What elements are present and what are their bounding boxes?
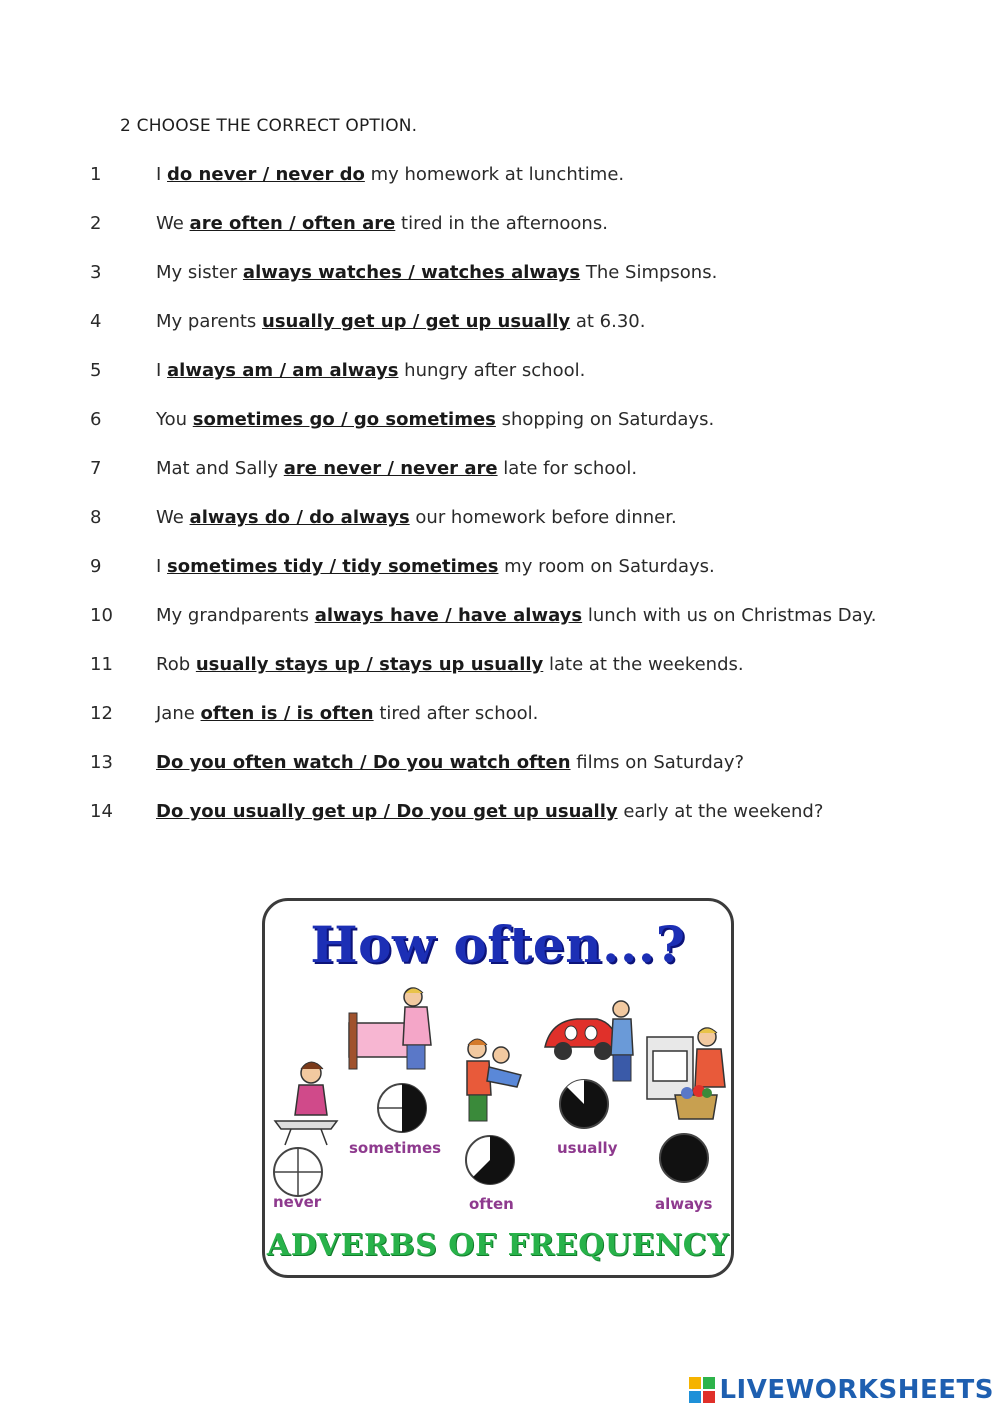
label-never: never [273,1193,322,1211]
exercise-item [90,748,970,797]
answer-options[interactable]: always have / have always [314,605,583,626]
item-number: 9 [90,556,102,577]
item-number: 14 [90,801,113,822]
label-usually: usually [557,1139,618,1157]
exercise-item [90,552,970,601]
item-sentence [156,748,744,778]
label-often: often [469,1195,514,1213]
figure-washing-car [541,997,637,1087]
answer-options[interactable]: always am / am always [167,360,399,381]
brand-name: LIVEWORKSHEETS [719,1375,994,1405]
item-number: 8 [90,507,102,528]
item-number: 6 [90,409,102,430]
pie-often-icon [463,1133,517,1187]
item-number: 5 [90,360,102,381]
exercise-item [90,356,970,405]
item-number: 4 [90,311,102,332]
sentence-start: Rob [156,654,196,675]
answer-options[interactable]: sometimes go / go sometimes [192,409,496,430]
sentence-end: early at the weekend? [617,801,824,822]
item-number: 13 [90,752,113,773]
sentence-end: tired after school. [373,703,539,724]
answer-options[interactable]: always do / do always [189,507,410,528]
sentence-end: late for school. [497,458,638,479]
item-sentence [156,650,744,680]
item-sentence [156,601,876,631]
answer-options[interactable]: sometimes tidy / tidy sometimes [167,556,499,577]
item-sentence [156,160,624,190]
sentence-end: my room on Saturdays. [498,556,715,577]
item-sentence [156,209,608,239]
item-number: 2 [90,213,102,234]
sentence-end: hungry after school. [398,360,586,381]
figure-carrying-child [455,1031,535,1131]
answer-options[interactable]: often is / is often [200,703,374,724]
answer-options[interactable]: usually get up / get up usually [262,311,571,332]
sentence-end: The Simpsons. [580,262,718,283]
item-sentence [156,258,717,288]
item-number: 1 [90,164,102,185]
exercise-item [90,454,970,503]
item-number: 7 [90,458,102,479]
exercise-item [90,699,970,748]
liveworksheets-logo-icon [689,1377,715,1403]
exercise-item [90,307,970,356]
sentence-start: I [156,360,168,381]
liveworksheets-brand [689,1375,994,1405]
sentence-end: late at the weekends. [543,654,744,675]
sentence-start: We [156,213,190,234]
answer-options[interactable]: do never / never do [167,164,365,185]
sentence-start: I [156,164,168,185]
label-sometimes: sometimes [349,1139,442,1157]
exercise-item [90,797,970,846]
sentence-end: lunch with us on Christmas Day. [582,605,877,626]
exercise-item [90,160,970,209]
pie-always-icon [657,1131,711,1185]
sentence-start: We [156,507,190,528]
sentence-end: my homework at lunchtime. [364,164,625,185]
exercise-item [90,503,970,552]
sentence-start: Mat and Sally [156,458,284,479]
answer-options[interactable]: Do you usually get up / Do you get up usually [156,801,618,822]
sentence-start: My grandparents [156,605,315,626]
sentence-end: films on Saturday? [570,752,745,773]
item-sentence [156,797,823,827]
poster-title: How often...? [310,915,686,974]
answer-options[interactable]: are never / never are [283,458,498,479]
item-sentence [156,405,714,435]
sentence-end: shopping on Saturdays. [495,409,715,430]
exercise-list [90,160,970,846]
item-sentence [156,356,585,386]
item-number: 12 [90,703,113,724]
sentence-start: Jane [156,703,201,724]
sentence-end: tired in the afternoons. [395,213,608,234]
pie-sometimes-icon [375,1081,429,1135]
sentence-start: I [156,556,168,577]
item-sentence [156,503,677,533]
figure-making-bed [347,983,447,1083]
exercise-item [90,601,970,650]
answer-options[interactable]: usually stays up / stays up usually [195,654,544,675]
sentence-start: You [156,409,193,430]
figure-ironing [271,1051,341,1147]
label-always: always [655,1195,713,1213]
figure-laundry [645,1023,731,1133]
exercise-item [90,405,970,454]
answer-options[interactable]: always watches / watches always [242,262,581,283]
exercise-item [90,258,970,307]
sentence-start: My parents [156,311,263,332]
item-sentence [156,454,637,484]
item-sentence [156,307,645,337]
item-number: 3 [90,262,102,283]
item-number: 10 [90,605,113,626]
frequency-poster [262,898,734,1278]
sentence-end: our homework before dinner. [409,507,677,528]
sentence-start: My sister [156,262,243,283]
item-sentence [156,699,538,729]
item-sentence [156,552,715,582]
pie-never-icon [271,1145,325,1199]
answer-options[interactable]: are often / often are [189,213,396,234]
answer-options[interactable]: Do you often watch / Do you watch often [156,752,571,773]
sentence-end: at 6.30. [570,311,646,332]
pie-usually-icon [557,1077,611,1131]
exercise-heading: 2 CHOOSE THE CORRECT OPTION. [120,116,418,136]
exercise-item [90,209,970,258]
item-number: 11 [90,654,113,675]
poster-footer: ADVERBS OF FREQUENCY [266,1228,730,1263]
exercise-item [90,650,970,699]
